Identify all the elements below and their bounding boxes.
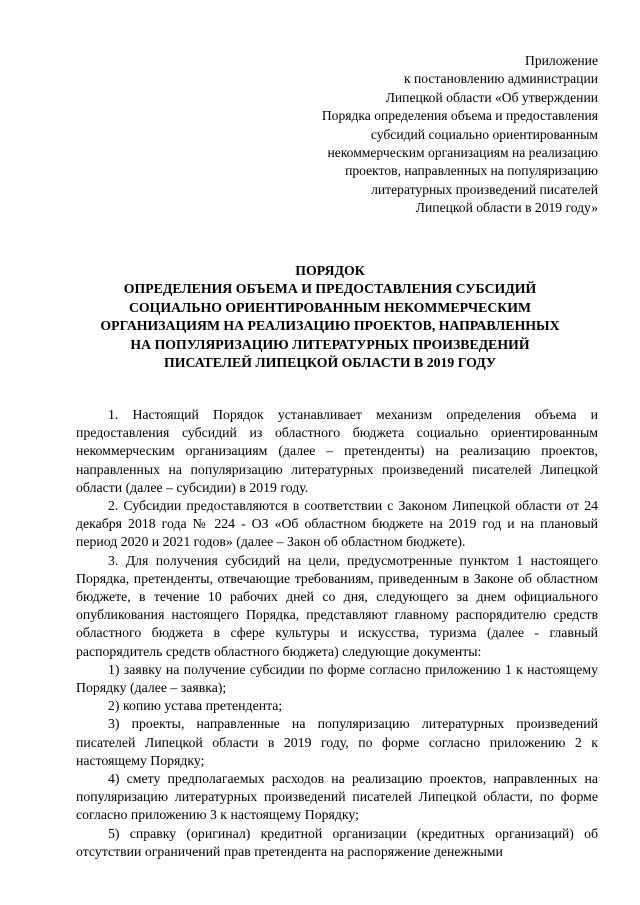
title-line: ОПРЕДЕЛЕНИЯ ОБЪЕМА И ПРЕДОСТАВЛЕНИЯ СУБСИДИЙ bbox=[123, 281, 537, 297]
paragraph-1: 1. Настоящий Порядок устанавливает механизм определения объема и предоставления субсидий из областного бюджета социально ориентированным некоммерческим организациям (далее – претенденты) на реализацию проектов, направленных на популяризацию литературных произведений писателей Липецкой области (далее – субсидии) в 2019 году. bbox=[76, 407, 598, 495]
title-line: НА ПОПУЛЯРИЗАЦИЮ ЛИТЕРАТУРНЫХ ПРОИЗВЕДЕНИЙ bbox=[130, 336, 530, 352]
document-body bbox=[76, 406, 598, 861]
list-item-1: 1) заявку на получение субсидии по форме согласно приложению 1 к настоящему Порядку (далее – заявка); bbox=[76, 661, 598, 696]
appendix-line: проектов, направленных на популяризацию bbox=[345, 163, 598, 179]
appendix-line: субсидий социально ориентированным bbox=[370, 126, 598, 142]
list-item-4: 4) смету предполагаемых расходов на реализацию проектов, направленных на популяризацию литературных произведений писателей Липецкой области, по форме согласно приложению 3 к настоящему Порядку; bbox=[76, 771, 598, 823]
appendix-line: Липецкой области в 2019 году» bbox=[415, 200, 598, 216]
appendix-line: литературных произведений писателей bbox=[371, 181, 598, 197]
list-item-5: 5) справку (оригинал) кредитной организации (кредитных организаций) об отсутствии ограничений прав претендента на распоряжение денежными bbox=[76, 825, 598, 859]
title-line: ПИСАТЕЛЕЙ ЛИПЕЦКОЙ ОБЛАСТИ В 2019 ГОДУ bbox=[164, 355, 496, 371]
paragraph-2: 2. Субсидии предоставляются в соответствии с Законом Липецкой области от 24 декабря 2018 года № 224 - ОЗ «Об областном бюджете на 2019 год и на плановый период 2020 и 2021 годов» (далее – Закон об областном бюджете). bbox=[76, 498, 598, 550]
title-line: СОЦИАЛЬНО ОРИЕНТИРОВАННЫМ НЕКОММЕРЧЕСКИМ bbox=[128, 299, 532, 315]
appendix-line: Порядка определения объема и предоставления bbox=[321, 108, 598, 124]
appendix-line: Приложение bbox=[525, 53, 598, 68]
title-line: ПОРЯДОК bbox=[295, 263, 365, 278]
appendix-line: к постановлению администрации bbox=[404, 71, 598, 87]
appendix-block bbox=[278, 52, 598, 218]
appendix-line: Липецкой области «Об утверждении bbox=[385, 89, 598, 105]
list-item-3: 3) проекты, направленные на популяризацию литературных произведений писателей Липецкой области в 2019 году, по форме согласно приложению 2 к настоящему Порядку; bbox=[76, 716, 598, 768]
title-line: ОРГАНИЗАЦИЯМ НА РЕАЛИЗАЦИЮ ПРОЕКТОВ, НАПРАВЛЕННЫХ bbox=[100, 318, 560, 334]
list-item-2: 2) копию устава претендента; bbox=[108, 698, 283, 714]
document-title bbox=[60, 262, 600, 372]
appendix-line: некоммерческим организациям на реализацию bbox=[327, 145, 598, 161]
paragraph-3: 3. Для получения субсидий на цели, предусмотренные пунктом 1 настоящего Порядка, претенденты, отвечающие требованиям, приведенным в Законе об областном бюджете, в течение 10 рабочих дней со дня, следующего за днем официального опубликования настоящего Порядка, представляют главному распорядителю средств областного бюджета в сфере культуры и искусства, туризма (далее - главный распорядитель средств областного бюджета) следующие документы: bbox=[76, 552, 598, 659]
